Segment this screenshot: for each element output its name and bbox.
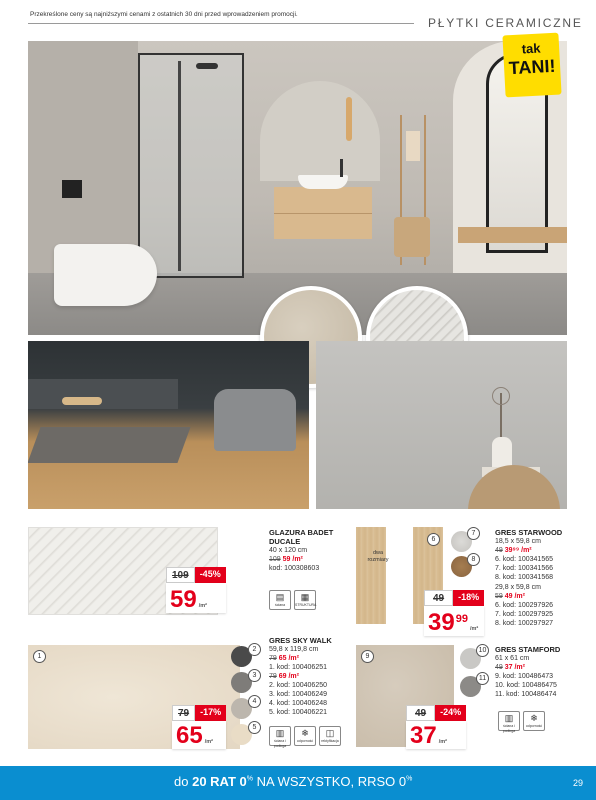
wall-floor-icon: ▥: [504, 713, 514, 723]
badet-code: kod: 100308603: [269, 565, 320, 572]
skywalk-old-b: 79: [269, 673, 277, 680]
badet-price-line-new: 59 /m²: [282, 556, 303, 563]
badet-size: 40 x 120 cm: [269, 547, 308, 554]
stamford-price-line: [495, 663, 560, 672]
badet-price-box: [166, 567, 226, 613]
skywalk-old-price: 79: [172, 705, 195, 721]
wicker-basket: [394, 217, 430, 257]
starwood-new-2: 49 /m²: [504, 593, 525, 600]
shower-rail: [178, 61, 181, 271]
wall-hung-toilet: [54, 244, 157, 306]
badet-name-2: DUCALE: [269, 537, 301, 546]
feature-resistance: [294, 726, 316, 746]
footer-promo-text: [174, 774, 412, 789]
dried-flower: [492, 387, 510, 405]
stamford-features: [498, 711, 545, 731]
starwood-price: 39: [428, 609, 455, 636]
skywalk-code-3: 3. kod: 100406249: [269, 691, 327, 698]
stamford-code-9: 9. kod: 100486473: [495, 673, 553, 680]
stamford-variant-10: 10: [476, 644, 489, 657]
badge-line-2: TANI!: [508, 55, 556, 79]
stamford-old-unit: 49: [495, 664, 503, 671]
badet-price-line: [269, 555, 333, 564]
stamford-name: GRES STAMFORD: [495, 645, 561, 654]
starwood-variant-8: 8: [467, 553, 480, 566]
feature-wall-floor-2-label: ściana i podłoga: [502, 724, 516, 733]
skywalk-variant-4: 4: [248, 695, 261, 708]
wall-panel: [28, 41, 138, 273]
skywalk-size: 59,8 x 119,8 cm: [269, 646, 319, 653]
footer-rat: 20 RAT 0: [192, 774, 247, 789]
skywalk-description: [269, 636, 332, 717]
feature-resistance-2-label: odporność: [525, 724, 543, 728]
wall-floor-icon: ▥: [275, 728, 285, 738]
skywalk-old-a: 79: [269, 655, 277, 662]
feature-rectification-label: rektyfikacja: [321, 739, 339, 743]
badet-price-line-old: 109: [269, 556, 281, 563]
starwood-size-1: 18,5 x 59,8 cm: [495, 538, 541, 545]
badet-discount: -45%: [195, 567, 226, 583]
starwood-code-1-8: 8. kod: 100341568: [495, 574, 553, 581]
feature-wall: [269, 590, 291, 610]
badet-name-1: GLAZURA BADET: [269, 528, 334, 537]
starwood-variant-6: 6: [427, 533, 440, 546]
starwood-price-cents: 99: [455, 613, 468, 625]
skywalk-code-4: 4. kod: 100406248: [269, 700, 327, 707]
stamford-new-unit: 37 /m²: [504, 664, 525, 671]
starwood-old-1: 49: [495, 547, 503, 554]
rug: [28, 427, 191, 463]
faucet: [340, 159, 343, 177]
skywalk-price-line-a: [269, 654, 332, 663]
rectification-icon: ◫: [325, 728, 335, 738]
skywalk-code-5: 5. kod: 100406221: [269, 709, 327, 716]
feature-structure-label: STRUKTURA: [295, 603, 317, 607]
armchair: [214, 389, 296, 451]
feature-wall-floor-label: ściana i podłoga: [273, 739, 287, 748]
skywalk-price: 65: [176, 722, 203, 749]
starwood-code-2-6: 6. kod: 100297926: [495, 602, 553, 609]
footer-mid: NA WSZYSTKO, RRSO 0: [253, 774, 407, 789]
starwood-old-2: 59: [495, 593, 503, 600]
skywalk-price-box: [172, 705, 226, 749]
stamford-description: [495, 645, 560, 699]
wall-lamp: [346, 97, 352, 141]
feature-wall-label: ściana: [274, 603, 286, 607]
skywalk-features: [269, 726, 341, 746]
starwood-code-2-8: 8. kod: 100297927: [495, 620, 553, 627]
footer-pct-2: %: [406, 775, 413, 783]
vanity-drawer-line: [274, 213, 372, 214]
skywalk-variant-1: 1: [33, 650, 46, 663]
shower-head: [196, 63, 218, 69]
starwood-price-box: [424, 590, 484, 636]
header-rule: [28, 23, 414, 24]
vase-decor-photo: [316, 341, 567, 509]
stamford-code-11: 11. kod: 100486474: [495, 691, 557, 698]
badet-features: [269, 590, 316, 610]
skywalk-name: GRES SKY WALK: [269, 636, 332, 645]
starwood-price-unit: /m²: [469, 626, 479, 632]
starwood-old-price: 49: [424, 590, 453, 606]
starwood-code-1-7: 7. kod: 100341566: [495, 565, 553, 572]
badet-old-price: 109: [166, 567, 195, 583]
stamford-price-unit: /m²: [438, 739, 447, 745]
living-room-photo: [28, 341, 309, 509]
badet-price-unit: /m²: [198, 603, 207, 609]
starwood-discount: -18%: [453, 590, 484, 606]
stamford-old-price: 49: [406, 705, 435, 721]
washbasin: [298, 175, 348, 189]
towel: [406, 131, 420, 161]
skywalk-new-a: 65 /m²: [278, 655, 299, 662]
starwood-variant-7: 7: [467, 527, 480, 540]
starwood-new-1: 39⁹⁹ /m²: [504, 547, 532, 554]
starwood-plank-a: [356, 527, 386, 624]
stamford-size: 61 x 61 cm: [495, 655, 530, 662]
badge-line-1: tak: [521, 40, 541, 57]
structure-icon: ▦: [300, 592, 310, 602]
skywalk-code-2: 2. kod: 100406250: [269, 682, 327, 689]
section-title: PŁYTKI CERAMICZNE: [428, 16, 583, 30]
stamford-variant-9: 9: [361, 650, 374, 663]
skywalk-price-line-b: [269, 672, 332, 681]
feature-resistance-2: [523, 711, 545, 731]
curved-wall-niche: [260, 81, 380, 181]
shower-enclosure: [138, 53, 244, 278]
tak-tani-badge: [502, 33, 561, 98]
skywalk-discount: -17%: [195, 705, 226, 721]
feature-wall-floor: [269, 726, 291, 746]
badet-price: 59: [170, 586, 197, 613]
starwood-price-line-2: [495, 592, 562, 601]
skywalk-variant-3: 3: [248, 669, 261, 682]
badet-description: [269, 528, 333, 573]
snowflake-icon: ❄: [530, 713, 538, 723]
stamford-price: 37: [410, 722, 437, 749]
side-table: [62, 397, 102, 405]
stamford-discount: -24%: [435, 705, 466, 721]
wall-icon: ▤: [275, 592, 285, 602]
feature-structure: [294, 590, 316, 610]
feature-rectification: [319, 726, 341, 746]
feature-resistance-label: odporność: [296, 739, 314, 743]
skywalk-new-b: 69 /m²: [278, 673, 299, 680]
skywalk-variant-2: 2: [248, 643, 261, 656]
starwood-code-2-7: 7. kod: 100297925: [495, 611, 553, 618]
skywalk-variant-5: 5: [248, 721, 261, 734]
page-number: 29: [573, 778, 584, 788]
footer-pct: %: [246, 775, 253, 783]
starwood-size-2: 29,8 x 59,8 cm: [495, 584, 541, 591]
stamford-code-10: 10. kod: 100486475: [495, 682, 557, 689]
wooden-bench: [458, 227, 567, 243]
flush-plate: [62, 180, 82, 198]
starwood-code-1-6: 6. kod: 100341565: [495, 556, 553, 563]
starwood-size-note: dwa rozmiary: [367, 550, 389, 563]
stamford-variant-11: 11: [476, 672, 489, 685]
footer-pre: do: [174, 774, 189, 789]
installment-footer: [0, 766, 596, 800]
snowflake-icon: ❄: [301, 728, 309, 738]
promo-disclaimer: Przekreślone ceny są najniższymi cenami z ostatnich 30 dni przed wprowadzeniem promocji.: [30, 11, 298, 18]
starwood-description: [495, 528, 562, 628]
sofa: [28, 379, 178, 409]
stamford-price-box: [406, 705, 466, 749]
feature-wall-floor-2: [498, 711, 520, 731]
skywalk-price-unit: /m²: [204, 739, 213, 745]
starwood-price-line-1: [495, 546, 562, 555]
starwood-name: GRES STARWOOD: [495, 528, 563, 537]
skywalk-code-1: 1. kod: 100406251: [269, 664, 327, 671]
